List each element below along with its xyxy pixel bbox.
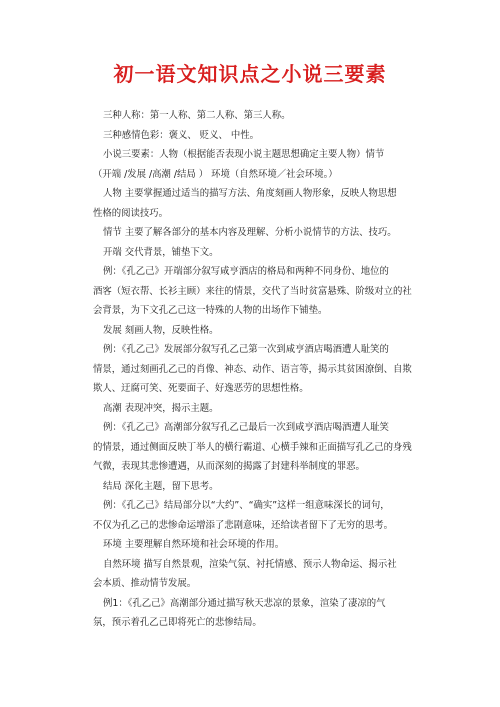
text-line: 发展 刻画人物，反映性格。: [103, 324, 219, 336]
text-line: 人物 主要掌握通过适当的描写方法、角度刻画人物形象，反映人物思想: [103, 188, 397, 199]
text-line: 三种人称：第一人称、第二人称、第三人称。: [103, 110, 291, 121]
document-body: [93, 106, 423, 633]
text-line: 环境 主要理解自然环境和社会环境的作用。: [103, 539, 285, 550]
text-line: 的情景，通过侧面反映丁举人的横行霸道、心横手辣和正面描写孔乙己的身残: [93, 441, 412, 453]
document-title: 初一语文知识点之小说三要素: [113, 62, 387, 86]
text-line: 高潮 表现冲突，揭示主题。: [103, 402, 219, 414]
text-line: 会本质、推动情节发展。: [93, 578, 197, 589]
text-line: 欺人、迂腐可笑、死要面子、好逸恶劳的思想性格。: [93, 383, 309, 394]
text-line: 情节 主要了解各部分的基本内容及理解、分析小说情节的方法、技巧。: [103, 227, 397, 238]
text-line: 性格的阅读技巧。: [93, 207, 169, 219]
text-line: 结局 深化主题，留下思考。: [103, 480, 219, 492]
text-line: 气微，表现其悲惨遭遇，从而深刻的揭露了封建科举制度的罪恶。: [93, 461, 365, 472]
text-line: 三种感情色彩：褒义、 贬义、 中性。: [103, 129, 259, 141]
text-line: 例：《孔乙己》开端部分叙写咸亨酒店的格局和两种不同身份、地位的: [103, 266, 389, 277]
text-line: 开端 交代背景，铺垫下文。: [103, 246, 219, 258]
text-line: 例：《孔乙己》发展部分叙写孔乙己第一次到咸亨酒店喝酒遭人耻笑的: [103, 344, 389, 355]
text-line: 氛，预示着孔乙己即将死亡的悲惨结局。: [93, 617, 262, 628]
text-line: 会背景，为下文孔乙己这一特殊的人物的出场作下铺垫。: [93, 305, 328, 316]
text-line: 例：《孔乙己》高潮部分叙写孔乙己最后一次到咸亨酒店喝酒遭人耻笑: [103, 422, 389, 433]
text-line: 小说三要素：人物（根据能否表现小说主题思想确定主要人物）情节: [103, 149, 385, 160]
text-line: 自然环境 描写自然景观，渲染气氛、衬托情感、预示人物命运、揭示社: [103, 558, 397, 570]
text-line: 例：《孔乙己》结局部分以“大约”、“确实”这样一组意味深长的词句，: [103, 500, 390, 511]
text-line: 酒客（短衣帮、长衫主顾）来往的情景，交代了当时贫富悬殊、阶级对立的社: [93, 285, 412, 297]
text-line: （开端 /发展 /高潮 /结局 ） 环境（自然环境／社会环境。）: [93, 168, 338, 180]
text-line: 不仅为孔乙己的悲惨命运增添了悲剧意味，还给读者留下了无穷的思考。: [93, 519, 394, 531]
text-line: 例1：《孔乙己》高潮部分通过描写秋天悲凉的景象，渲染了凄凉的气: [103, 597, 386, 609]
text-line: 情景，通过刻画孔乙己的肖像、神态、动作、语言等，揭示其贫困潦倒、自欺: [93, 363, 412, 375]
